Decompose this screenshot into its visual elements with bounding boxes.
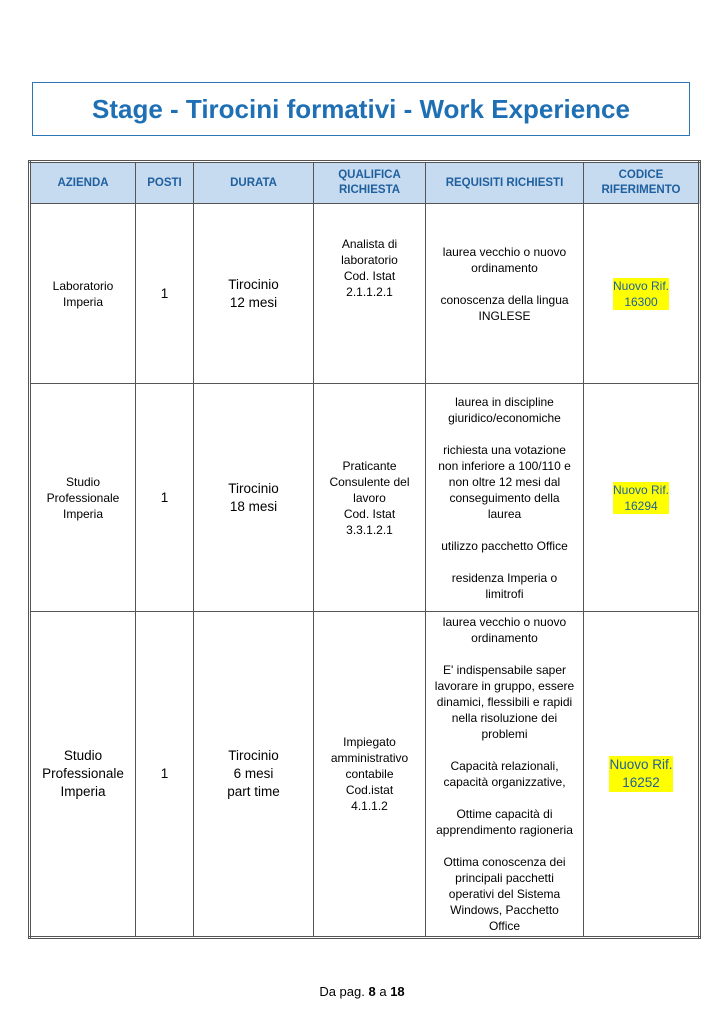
qualifica-value: Praticante Consulente del lavoro Cod. Istat 3.3.1.2.1 xyxy=(329,458,410,537)
cell-durata xyxy=(194,384,314,612)
durata-value: Tirocinio 12 mesi xyxy=(228,276,279,310)
cell-requisiti xyxy=(426,384,584,612)
cell-durata xyxy=(194,612,314,938)
requisito-item: Ottima conoscenza dei principali pacchetti operativi del Sistema Windows, Pacchetto Office xyxy=(443,855,566,933)
table-row xyxy=(30,204,700,384)
table-row xyxy=(30,384,700,612)
codice-riferimento: Nuovo Rif. 16294 xyxy=(612,482,670,513)
cell-durata xyxy=(194,204,314,384)
header-requisiti: REQUISITI RICHIESTI xyxy=(426,162,584,204)
cell-qualifica xyxy=(314,204,426,384)
cell-qualifica xyxy=(314,384,426,612)
requisito-item: laurea in discipline giuridico/economiche xyxy=(448,394,561,425)
footer-prefix: Da pag. xyxy=(319,984,365,999)
title-box xyxy=(32,82,690,136)
header-codice: CODICE RIFERIMENTO xyxy=(584,162,700,204)
cell-azienda: Laboratorio Imperia xyxy=(30,204,136,384)
header-qualifica: QUALIFICA RICHIESTA xyxy=(314,162,426,204)
page-footer xyxy=(0,984,724,999)
posti-value: 1 xyxy=(160,766,169,781)
cell-posti xyxy=(136,204,194,384)
footer-total-pages: 18 xyxy=(390,984,405,999)
cell-azienda xyxy=(30,612,136,938)
posti-value: 1 xyxy=(160,489,169,505)
cell-qualifica xyxy=(314,612,426,938)
footer-page-number: 8 xyxy=(368,984,376,999)
requisito-item: laurea vecchio o nuovo ordinamento xyxy=(442,615,567,645)
requisito-item: conoscenza della lingua INGLESE xyxy=(440,293,569,323)
qualifica-value: Analista di laboratorio Cod. Istat 2.1.1.2.1 xyxy=(341,237,398,299)
qualifica-value: Impiegato amministrativo contabile Cod.istat 4.1.1.2 xyxy=(330,735,409,813)
azienda-value: Studio Professionale Imperia xyxy=(42,748,124,799)
table-header-row xyxy=(30,162,700,204)
requisito-item: residenza Imperia o limitrofi xyxy=(451,570,558,601)
header-durata: DURATA xyxy=(194,162,314,204)
requisito-item: utilizzo pacchetto Office xyxy=(441,538,568,553)
requisito-item: richiesta una votazione non inferiore a 100/110 e non oltre 12 mesi dal conseguimento della laurea xyxy=(438,442,571,521)
cell-azienda: Studio Professionale Imperia xyxy=(30,384,136,612)
footer-middle: a xyxy=(379,984,387,999)
cell-requisiti xyxy=(426,204,584,384)
posti-value: 1 xyxy=(160,285,169,301)
cell-codice xyxy=(584,384,700,612)
cell-posti xyxy=(136,384,194,612)
durata-value: Tirocinio 6 mesi part time xyxy=(227,748,280,799)
codice-riferimento: Nuovo Rif. 16252 xyxy=(609,757,673,790)
requisito-item: E' indispensabile saper lavorare in gruppo, essere dinamici, flessibili e rapidi nella risoluzione dei problemi xyxy=(434,663,575,741)
cell-codice xyxy=(584,204,700,384)
requisito-item: Capacità relazionali, capacità organizzative, xyxy=(443,759,566,789)
codice-riferimento: Nuovo Rif. 16300 xyxy=(612,278,670,309)
header-azienda: AZIENDA xyxy=(30,162,136,204)
durata-value: Tirocinio 18 mesi xyxy=(228,480,279,514)
requisito-item: laurea vecchio o nuovo ordinamento xyxy=(442,245,567,275)
cell-requisiti xyxy=(426,612,584,938)
cell-posti xyxy=(136,612,194,938)
table-row xyxy=(30,612,700,938)
page-title: Stage - Tirocini formativi - Work Experience xyxy=(92,93,630,124)
job-offers-table xyxy=(28,160,701,939)
cell-codice xyxy=(584,612,700,938)
header-posti: POSTI xyxy=(136,162,194,204)
requisito-item: Ottime capacità di apprendimento ragioneria xyxy=(436,807,573,837)
